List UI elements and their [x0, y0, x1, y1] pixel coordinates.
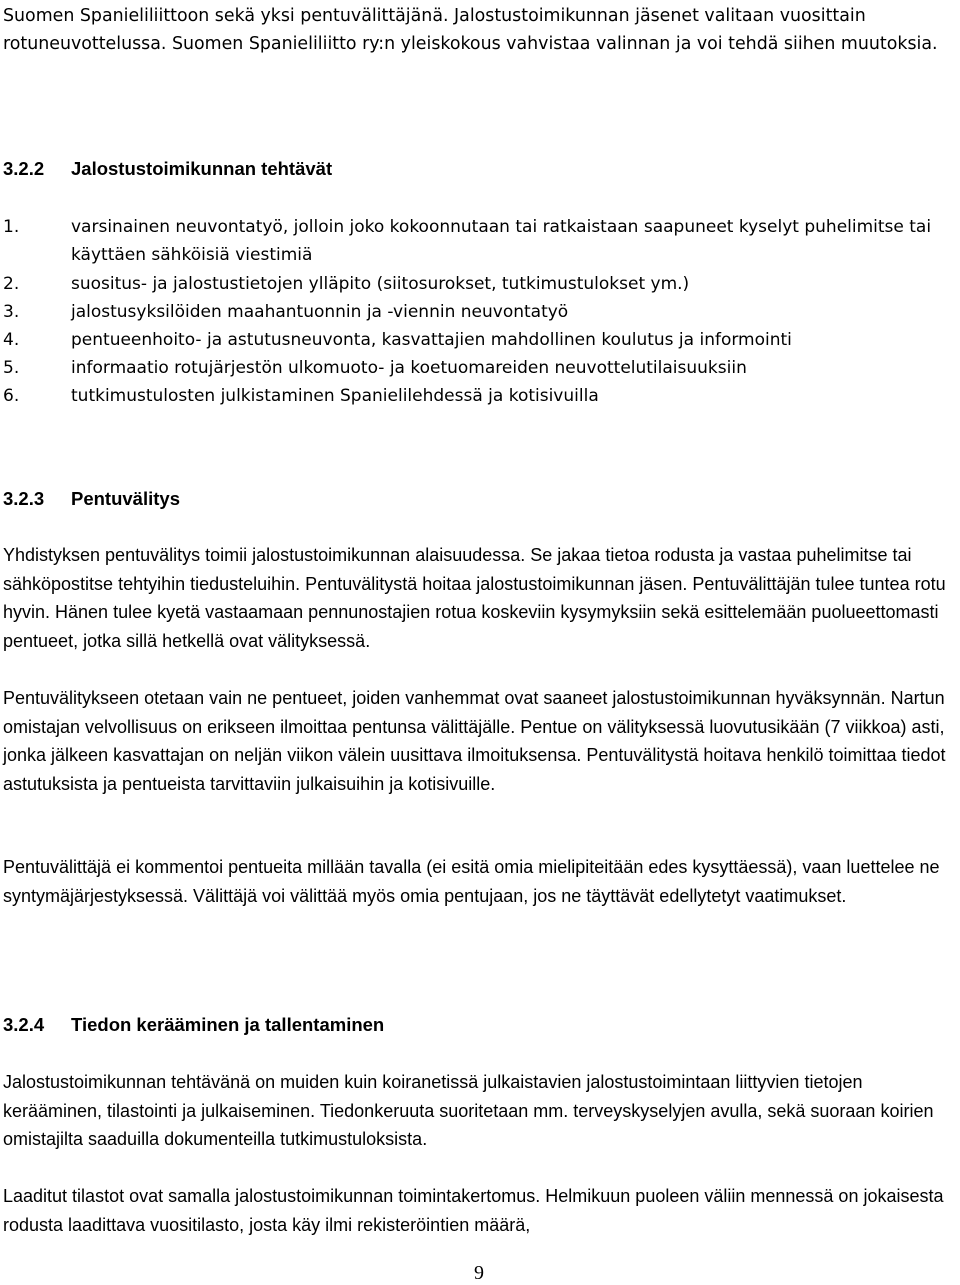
page-number: 9 [474, 1262, 484, 1284]
list-item-text: jalostusyksilöiden maahantuonnin ja -viennin neuvontatyö [71, 302, 569, 322]
list-item [3, 354, 953, 382]
list-item-number: 2. [3, 274, 20, 294]
list-item-text: pentueenhoito- ja astutusneuvonta, kasvattajien mahdollinen koulutus ja informointi [71, 330, 792, 350]
intro-paragraph: Suomen Spanieliliittoon sekä yksi pentuvälittäjänä. Jalostustoimikunnan jäsenet valitaan vuosittain rotuneuvottelussa. Suomen Spanieliliitto ry:n yleiskokous vahvistaa valinnan ja voi tehdä siihen muutoksia. [3, 6, 938, 54]
paragraph: Pentuvälitykseen otetaan vain ne pentueet, joiden vanhemmat ovat saaneet jalostustoimikunnan hyväksynnän. Nartun omistajan velvollisuus on erikseen ilmoittaa pentunsa välittäjälle. Pentue on välityksessä luovutusikään (7 viikkoa) asti, jonka jälkeen kasvattajan on neljän viikon välein uusittava ilmoituksensa. Pentuvälitystä hoitava henkilö toimittaa tiedot astutuksista ja pentueista tarvittaviin julkaisuihin ja kotisivuille. [3, 688, 946, 794]
list-item-text: varsinainen neuvontatyö, jolloin joko kokoonnutaan tai ratkaistaan saapuneet kyselyt puhelimitse tai käyttäen sähköisiä viestimiä [71, 217, 932, 265]
list-item-number: 6. [3, 386, 20, 406]
section-number: 3.2.3 [3, 488, 45, 509]
list-item [3, 298, 953, 326]
paragraph: Pentuvälittäjä ei kommentoi pentueita millään tavalla (ei esitä omia mielipiteitään edes kysyttäessä), vaan luettelee ne syntymäjärjestyksessä. Välittäjä voi välittää myös omia pentujaan, jos ne täyttävät edellytetyt vaatimukset. [3, 857, 940, 906]
paragraph: Yhdistyksen pentuvälitys toimii jalostustoimikunnan alaisuudessa. Se jakaa tietoa rodusta ja vastaa puhelimitse tai sähköpostitse tehtyihin tiedusteluihin. Pentuvälitystä hoitaa jalostustoimikunnan jäsen. Pentuvälittäjän tulee tuntea rotu hyvin. Hänen tulee kyetä vastaamaan pennunostajien rotua koskeviin kysymyksiin sekä esittelemään puolueettomasti pentueet, jotka sillä hetkellä ovat välityksessä. [3, 545, 946, 651]
section-number: 3.2.4 [3, 1014, 45, 1035]
section-heading-3-2-2 [3, 158, 332, 180]
list-item-number: 1. [3, 217, 20, 237]
section-title: Tiedon kerääminen ja tallentaminen [71, 1014, 385, 1035]
paragraph: Laaditut tilastot ovat samalla jalostustoimikunnan toimintakertomus. Helmikuun puoleen väliin mennessä on jokaisesta rodusta laadittava vuositilasto, josta käy ilmi rekisteröintien määrä, [3, 1186, 944, 1235]
list-item [3, 270, 953, 298]
list-item-number: 5. [3, 358, 20, 378]
section-number: 3.2.2 [3, 158, 45, 179]
list-item-number: 4. [3, 330, 20, 350]
section-heading-3-2-4 [3, 1014, 384, 1036]
list-item-text: suositus- ja jalostustietojen ylläpito (siitosurokset, tutkimustulokset ym.) [71, 274, 690, 294]
list-item-text: tutkimustulosten julkistaminen Spanielilehdessä ja kotisivuilla [71, 386, 599, 406]
section-title: Pentuvälitys [71, 488, 180, 509]
list-item [3, 326, 953, 354]
list-item [3, 213, 953, 269]
section-heading-3-2-3 [3, 488, 180, 510]
section-title: Jalostustoimikunnan tehtävät [71, 158, 333, 179]
list-item-number: 3. [3, 302, 20, 322]
list-item [3, 382, 953, 410]
list-item-text: informaatio rotujärjestön ulkomuoto- ja koetuomareiden neuvottelutilaisuuksiin [71, 358, 747, 378]
paragraph: Jalostustoimikunnan tehtävänä on muiden kuin koiranetissä julkaistavien jalostustoimintaan liittyvien tietojen kerääminen, tilastointi ja julkaiseminen. Tiedonkeruuta suoritetaan mm. terveyskyselyjen avulla, sekä suoraan koirien omistajilta saaduilla dokumenteilla tutkimustuloksista. [3, 1072, 934, 1149]
